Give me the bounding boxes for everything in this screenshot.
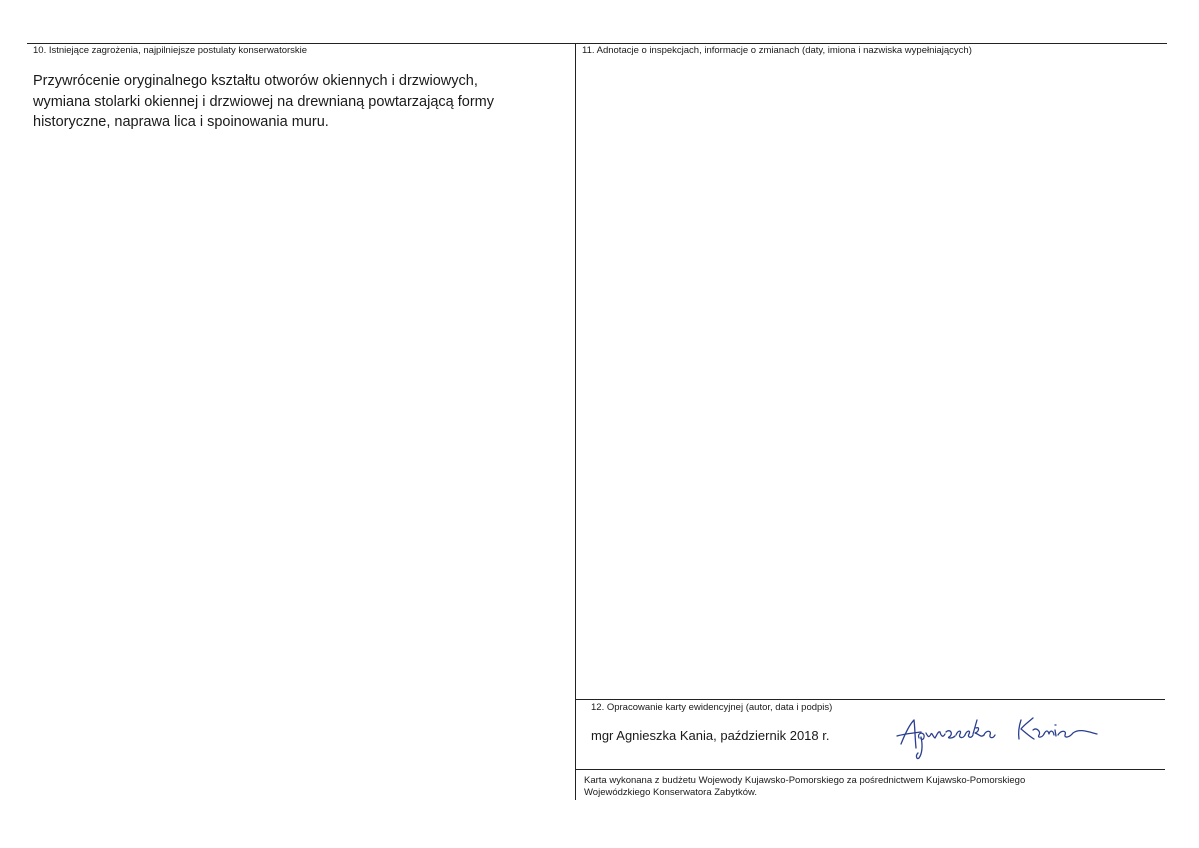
funding-note bbox=[584, 775, 1025, 799]
section-10-line-2: wymiana stolarki okiennej i drzwiowej na drewnianą powtarzającą formy bbox=[33, 93, 494, 110]
section-10-line-3: historyczne, naprawa lica i spoinowania muru. bbox=[33, 114, 329, 130]
funding-note-line-1: Karta wykonana z budżetu Wojewody Kujawsko-Pomorskiego za pośrednictwem Kujawsko-Pomorskiego bbox=[584, 775, 1026, 786]
top-rule bbox=[27, 43, 1167, 44]
section-11-heading: 11. Adnotacje o inspekcjach, informacje o zmianach (daty, imiona i nazwiska wypełniających) bbox=[582, 45, 972, 56]
section-10-heading: 10. Istniejące zagrożenia, najpilniejsze postulaty konserwatorskie bbox=[33, 45, 308, 56]
author-line: mgr Agnieszka Kania, październik 2018 r. bbox=[591, 728, 830, 743]
section-12-top-rule bbox=[575, 699, 1165, 700]
footer-rule bbox=[575, 769, 1165, 770]
funding-note-line-2: Wojewódzkiego Konserwatora Zabytków. bbox=[584, 787, 758, 798]
section-10-content bbox=[33, 71, 553, 133]
section-12-heading: 12. Opracowanie karty ewidencyjnej (autor, data i podpis) bbox=[591, 702, 833, 713]
column-divider bbox=[575, 43, 576, 800]
handwritten-signature bbox=[893, 708, 1123, 763]
section-10-line-1: Przywrócenie oryginalnego kształtu otworów okiennych i drzwiowych, bbox=[33, 73, 478, 89]
